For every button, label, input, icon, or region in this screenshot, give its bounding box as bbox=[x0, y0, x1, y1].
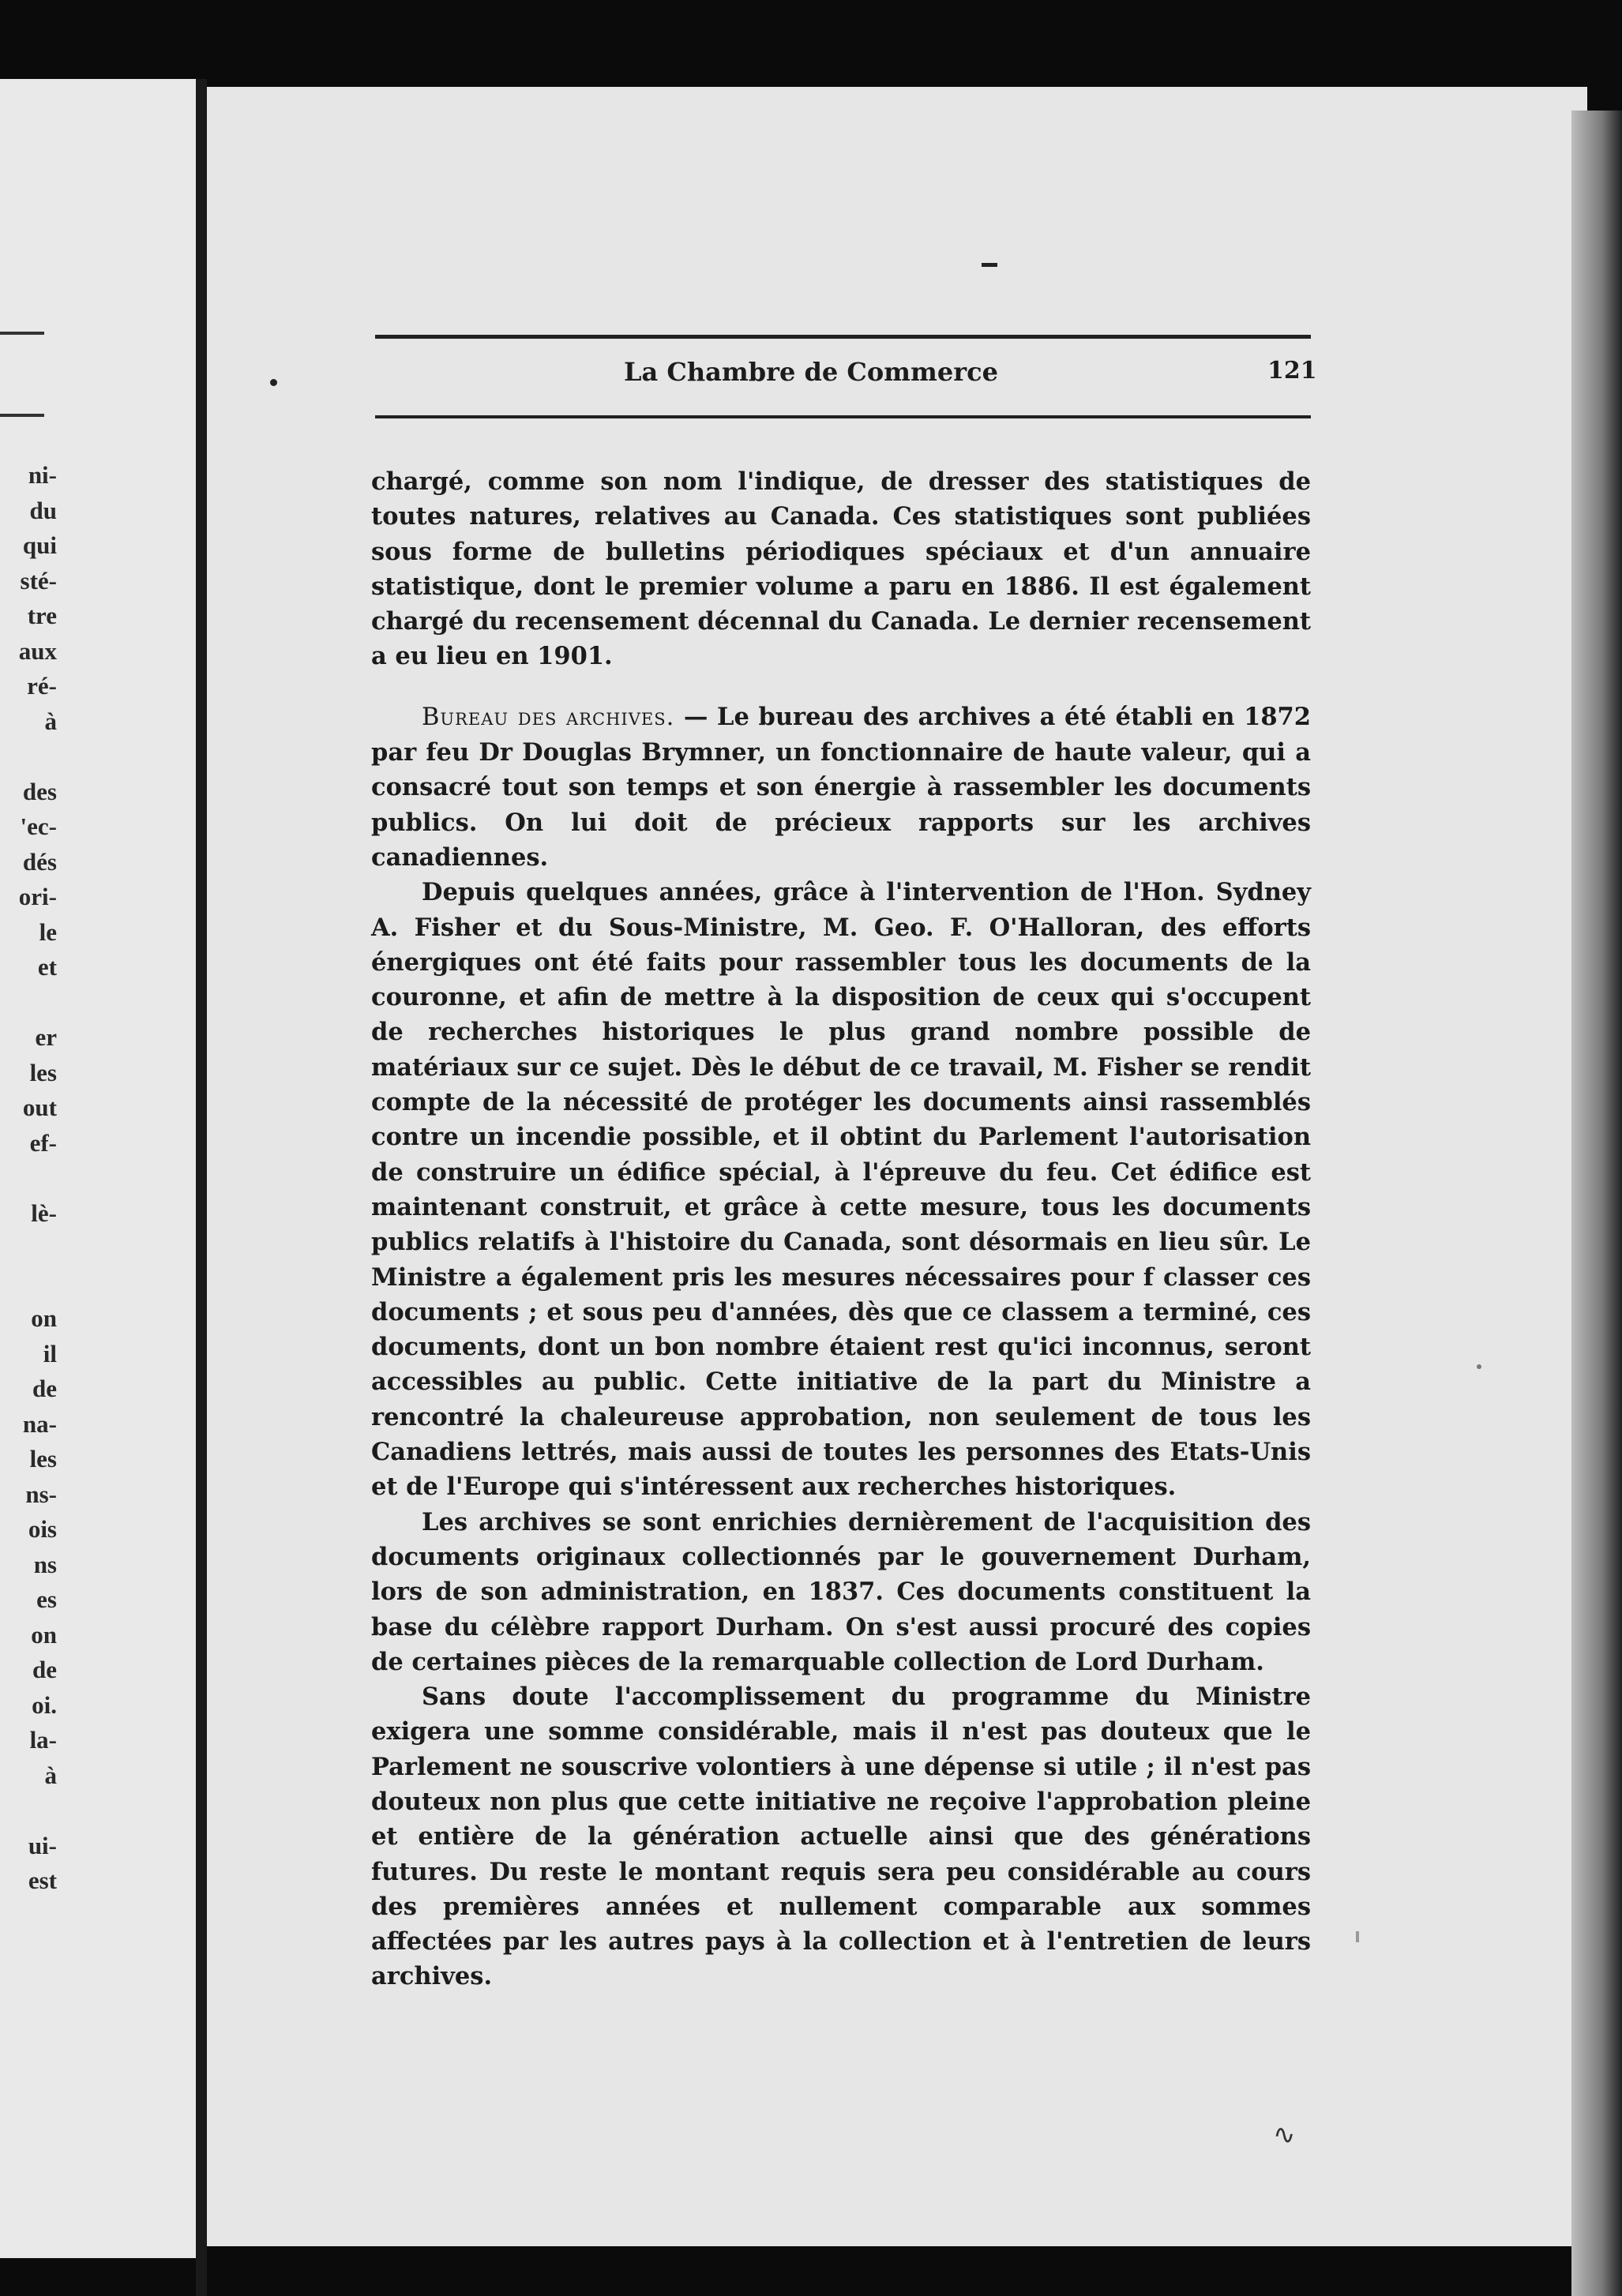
left-page-fragment: et bbox=[37, 953, 57, 981]
left-page-fragment: out bbox=[22, 1094, 57, 1121]
paragraph-durham-acquisition: Les archives se sont enrichies dernièrement de l'acquisition des documents originaux collectionnés par le gouvernement Durham, lors de son administration, en 1837. Ces documents constituent la base du célèbre rapport Durham. On s'est aussi procuré des copies de certaines pièces de la remarquable collection de Lord Durham. bbox=[371, 1507, 1311, 1676]
left-page-fragment: lè- bbox=[31, 1199, 57, 1227]
left-page-fragment: ef- bbox=[29, 1128, 57, 1157]
paragraph-fisher-efforts: Depuis quelques années, grâce à l'intervention de l'Hon. Sydney A. Fisher et du Sous-Ministre, M. Geo. F. O'Halloran, des efforts énergiques ont été faits pour rassembler tous les documents de la couronne, et afin de mettre à la disposition de ceux qui s'occupent de recherches historiques le plus grand nombre possible de matériaux sur ce sujet. Dès le début de ce travail, M. Fisher se rendit compte de la nécessité de protéger les documents ainsi rassemblés contre un incendie possible, et il obtint du Parlement l'autorisation de construire un édifice spécial, à l'épreuve du feu. Cet édifice est maintenant construit, et grâce à cette mesure, tous les documents publics relatifs à l'histoire du Canada, sont désormais en lieu sûr. Le Ministre a également pris les mesures nécessaires pour f classer ces documents ; et sous peu d'années, dès que ce classem a terminé, ces documents, dont un bon nombre étaient rest qu'ici inconnus, seront accessibles au public. Cette initiative de la part du Ministre a rencontré la chaleureuse approbation, non seulement de tous les Canadiens lettrés, mais aussi de toutes les personnes des Etats-Unis et de l'Europe qui s'intéressent aux recherches historiques. bbox=[371, 878, 1311, 1502]
left-page-fragment: du bbox=[29, 496, 57, 524]
left-page-rule-top bbox=[0, 332, 44, 335]
left-page-fragment: ni- bbox=[28, 461, 57, 489]
paragraph-statistics: chargé, comme son nom l'indique, de dresser des statistiques de toutes natures, relatives au Canada. Ces statistiques sont publiées sous forme de bulletins périodiques spéciaux et d'un annuaire statistique, dont le premier volume a paru en 1886. Il est également chargé du recensement décennal du Canada. Le dernier recensement a eu lieu en 1901. bbox=[371, 467, 1311, 671]
left-page-fragment bbox=[0, 739, 57, 775]
left-page-fragment: on bbox=[31, 1304, 57, 1332]
left-page-fragment: des bbox=[22, 777, 57, 805]
left-page-fragment: à bbox=[44, 707, 57, 735]
left-page-fragment: la- bbox=[29, 1726, 57, 1754]
left-page-fragment: les bbox=[29, 1445, 57, 1473]
left-page-fragment: er bbox=[35, 1023, 57, 1051]
left-page-fragment: ois bbox=[28, 1515, 57, 1543]
paragraph-archives-bureau-text: — Le bureau des archives a été établi en 1872 par feu Dr Douglas Brymner, un fonctionnaire de haute valeur, qui a consacré tout son temps et son énergie à rassembler les documents publics. On lui doit de précieux rapports sur les archives canadiennes. bbox=[371, 702, 1311, 872]
page-edge-shadow bbox=[1571, 111, 1622, 2296]
left-page-fragment: ori- bbox=[18, 883, 57, 910]
left-page-rule-bottom bbox=[0, 414, 44, 417]
header-rule-bottom bbox=[375, 415, 1311, 418]
left-page-fragment: 'ec- bbox=[20, 812, 57, 840]
left-page-fragment: les bbox=[29, 1058, 57, 1086]
paper-speck-lower bbox=[1356, 1931, 1359, 1942]
paper-speck bbox=[1477, 1364, 1481, 1369]
left-page-edge bbox=[0, 79, 196, 2258]
left-page-fragment: est bbox=[28, 1866, 57, 1894]
header-rule-top bbox=[375, 335, 1311, 339]
book-gutter bbox=[196, 79, 207, 2296]
left-page-fragment: le bbox=[39, 917, 57, 946]
left-page-fragment: à bbox=[44, 1761, 57, 1789]
left-page-fragment: il bbox=[43, 1339, 57, 1367]
left-page-fragment: de bbox=[32, 1656, 57, 1683]
left-page-fragment: ui- bbox=[28, 1831, 57, 1859]
left-page-fragment: ré- bbox=[27, 672, 57, 700]
left-page-fragment: de bbox=[32, 1375, 57, 1402]
left-page-fragment: aux bbox=[18, 636, 57, 665]
left-page-fragment bbox=[0, 1231, 57, 1266]
body-text bbox=[371, 464, 1311, 1994]
ink-mark: ∿ bbox=[1273, 2119, 1296, 2151]
left-page-fragment: tre bbox=[27, 602, 57, 629]
left-page-fragment: dés bbox=[22, 847, 57, 876]
left-page-fragment bbox=[0, 1793, 57, 1829]
left-page-fragment: ns bbox=[33, 1550, 57, 1578]
left-page-fragment: ns- bbox=[25, 1480, 57, 1508]
left-page-text-fragments bbox=[0, 458, 57, 1899]
page-number: 121 bbox=[1267, 357, 1317, 385]
running-header-title: La Chambre de Commerce bbox=[624, 357, 998, 387]
left-page-fragment: na- bbox=[22, 1409, 57, 1438]
left-page-fragment: qui bbox=[22, 531, 57, 559]
left-page-fragment: sté- bbox=[20, 566, 57, 595]
left-page-fragment: oi. bbox=[32, 1690, 57, 1719]
paragraph-archives-bureau bbox=[371, 700, 1311, 875]
left-page-fragment: es bbox=[36, 1585, 57, 1613]
left-page-fragment bbox=[0, 1161, 57, 1196]
page-mark-dash bbox=[982, 263, 997, 267]
left-page-fragment bbox=[0, 985, 57, 1021]
paragraph-program-cost: Sans doute l'accomplissement du programme du Ministre exigera une somme considérable, mais il n'est pas douteux que le Parlement ne souscrive volontiers à une dépense si utile ; il n'est pas douteux non plus que cette initiative ne reçoive l'approbation pleine et entière de la génération actuelle ainsi que des générations futures. Du reste le montant requis sera peu considérable au cours des premières années et nullement comparable aux sommes affectées par les autres pays à la collection et à l'entretien de leurs archives. bbox=[371, 1683, 1311, 1991]
left-page-fragment: on bbox=[31, 1620, 57, 1649]
section-heading-archives: Bureau des archives. bbox=[422, 703, 675, 731]
left-page-fragment bbox=[0, 1266, 57, 1302]
